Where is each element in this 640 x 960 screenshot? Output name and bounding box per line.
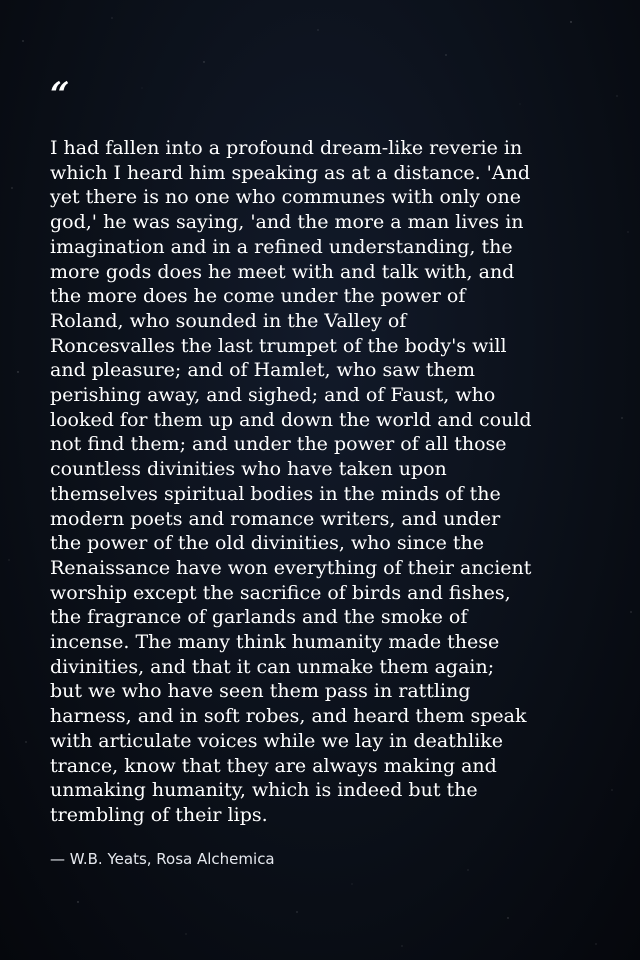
quote-line: worship except the sacrifice of birds and fishes,	[50, 581, 511, 604]
quote-line: incense. The many think humanity made these	[50, 631, 500, 654]
quote-line: which I heard him speaking as at a distance. 'And	[50, 161, 531, 184]
quote-line: I had fallen into a profound dream-like reverie in	[50, 137, 523, 159]
quote-line: modern poets and romance writers, and under	[50, 507, 501, 530]
quote-attribution: — W.B. Yeats, Rosa Alchemica	[50, 849, 275, 868]
quote-line: Roland, who sounded in the Valley of	[50, 309, 407, 332]
quote-line: perishing away, and sighed; and of Faust, who	[50, 384, 496, 407]
quote-line: countless divinities who have taken upon	[50, 458, 447, 481]
quote-line: unmaking humanity, which is indeed but the	[50, 779, 478, 802]
quote-line: Roncesvalles the last trumpet of the body's will	[50, 334, 507, 357]
quote-line: yet there is no one who communes with only one	[50, 186, 521, 209]
quote-line: divinities, and that it can unmake them again;	[50, 655, 495, 678]
quote-line: more gods does he meet with and talk with, and	[50, 260, 515, 283]
quote-line: themselves spiritual bodies in the minds of the	[50, 482, 501, 505]
quote-line: the power of the old divinities, who since the	[50, 532, 485, 555]
quote-line: Renaissance have won everything of their ancient	[50, 556, 532, 579]
quote-line: trance, know that they are always making and	[50, 754, 497, 777]
quote-text	[50, 136, 600, 828]
quote-line: the more does he come under the power of	[50, 285, 466, 308]
quote-mark-icon: “	[50, 75, 68, 115]
quote-line: but we who have seen them pass in rattling	[50, 680, 471, 703]
quote-line: with articulate voices while we lay in deathlike	[50, 729, 504, 752]
quote-line: god,' he was saying, 'and the more a man lives in	[50, 211, 524, 234]
quote-card	[50, 75, 600, 868]
quote-line: the fragrance of garlands and the smoke of	[50, 606, 468, 629]
quote-line: harness, and in soft robes, and heard them speak	[50, 705, 527, 728]
quote-line: trembling of their lips.	[50, 803, 268, 826]
quote-line: looked for them up and down the world and could	[50, 408, 532, 431]
quote-line: imagination and in a refined understanding, the	[50, 235, 513, 258]
quote-line: and pleasure; and of Hamlet, who saw them	[50, 359, 476, 382]
quote-line: not find them; and under the power of all those	[50, 433, 507, 456]
